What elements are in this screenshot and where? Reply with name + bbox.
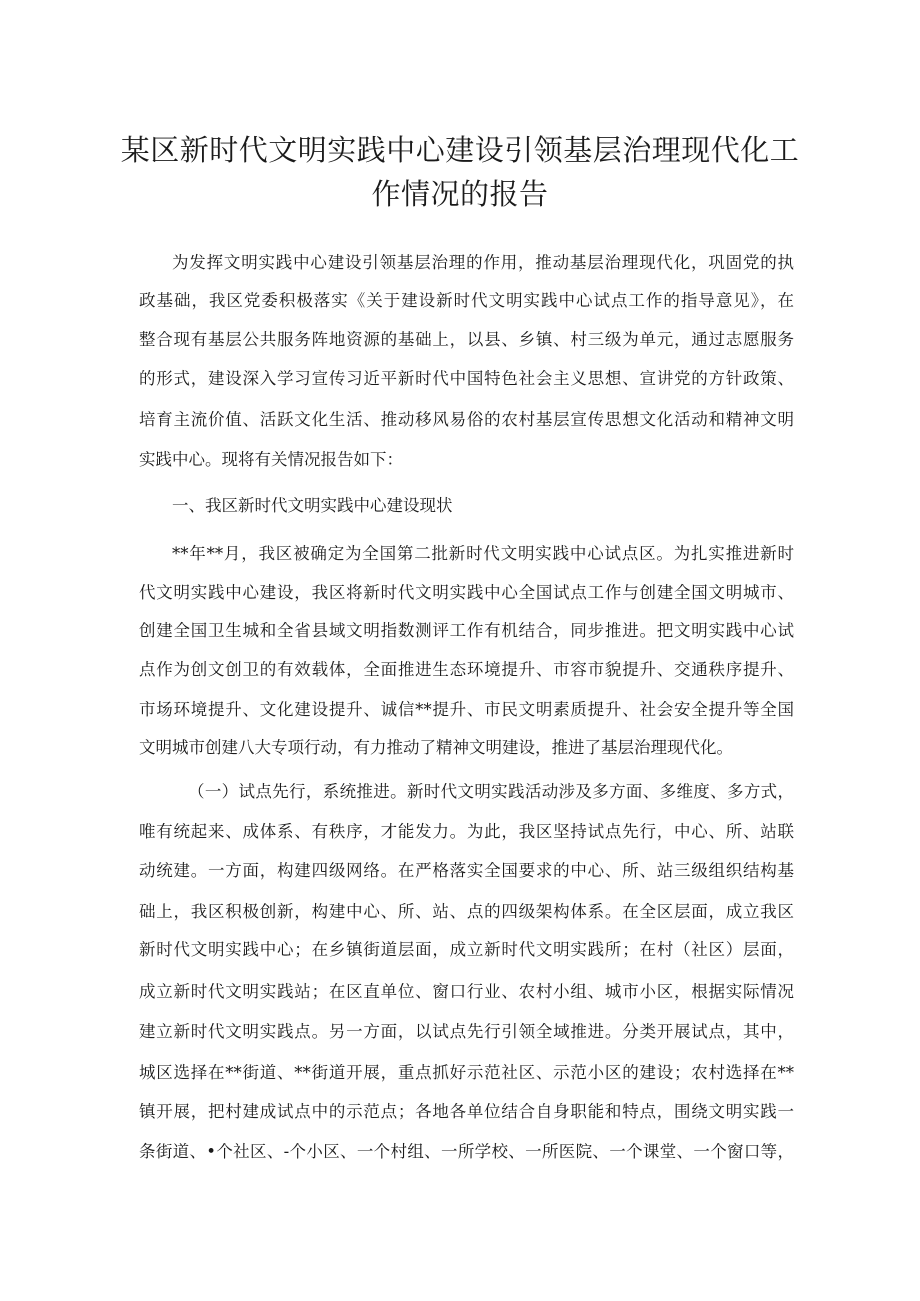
document-title bbox=[120, 128, 800, 216]
text-line: 点作为创文创卫的有效载体，全面推进生态环境提升、市容市貌提升、交通秩序提升、 bbox=[139, 660, 794, 679]
title-line-1: 某区新时代文明实践中心建设引领基层治理现代化工 bbox=[120, 133, 800, 167]
section-heading: 一、我区新时代文明实践中心建设现状 bbox=[172, 496, 453, 515]
text-line: 培育主流价值、活跃文化生活、推动移风易俗的农村基层宣传思想文化活动和精神文明 bbox=[139, 410, 794, 429]
text-line: 唯有统起来、成体系、有秩序，才能发力。为此，我区坚持试点先行，中心、所、站联 bbox=[139, 822, 794, 841]
text-line: 条街道、•个社区、-个小区、一个村组、一所学校、一所医院、一个课堂、一个窗口等， bbox=[139, 1142, 794, 1161]
text-line: 整合现有基层公共服务阵地资源的基础上，以县、乡镇、村三级为单元，通过志愿服务 bbox=[139, 330, 794, 349]
text-line: 实践中心。现将有关情况报告如下： bbox=[139, 450, 403, 469]
text-line: 建立新时代文明实践点。另一方面，以试点先行引领全域推进。分类开展试点，其中， bbox=[139, 1022, 794, 1041]
text-line: 镇开展，把村建成试点中的示范点；各地各单位结合自身职能和特点，围绕文明实践一 bbox=[139, 1102, 794, 1121]
text-line: 成立新时代文明实践站；在区直单位、窗口行业、农村小组、城市小区，根据实际情况 bbox=[139, 982, 794, 1001]
title-line-2: 作情况的报告 bbox=[371, 177, 549, 211]
text-line: **年**月，我区被确定为全国第二批新时代文明实践中心试点区。为扎实推进新时 bbox=[172, 544, 794, 563]
text-line: 创建全国卫生城和全省县域文明指数测评工作有机结合，同步推进。把文明实践中心试 bbox=[139, 621, 794, 640]
text-line: 新时代文明实践中心；在乡镇街道层面，成立新时代文明实践所；在村（社区）层面， bbox=[139, 940, 794, 959]
text-line: 为发挥文明实践中心建设引领基层治理的作用，推动基层治理现代化，巩固党的执 bbox=[172, 253, 794, 272]
text-line: 的形式，建设深入学习宣传习近平新时代中国特色社会主义思想、宣讲党的方针政策、 bbox=[139, 369, 794, 388]
text-line: 城区选择在**街道、**街道开展，重点抓好示范社区、示范小区的建设；农村选择在** bbox=[139, 1063, 794, 1082]
text-line: 动统建。一方面，构建四级网络。在严格落实全国要求的中心、所、站三级组织结构基 bbox=[139, 861, 794, 880]
text-line: 市场环境提升、文化建设提升、诚信**提升、市民文明素质提升、社会安全提升等全国 bbox=[139, 700, 794, 719]
text-line: 础上，我区积极创新，构建中心、所、站、点的四级架构体系。在全区层面，成立我区 bbox=[139, 902, 794, 921]
text-line: 政基础，我区党委积极落实《关于建设新时代文明实践中心试点工作的指导意见》，在 bbox=[139, 291, 794, 310]
text-line: （一）试点先行，系统推进。新时代文明实践活动涉及多方面、多维度、多方式， bbox=[188, 782, 794, 801]
text-line: 文明城市创建八大专项行动，有力推动了精神文明建设，推进了基层治理现代化。 bbox=[139, 738, 733, 757]
text-line: 代文明实践中心建设，我区将新时代文明实践中心全国试点工作与创建全国文明城市、 bbox=[139, 583, 794, 602]
